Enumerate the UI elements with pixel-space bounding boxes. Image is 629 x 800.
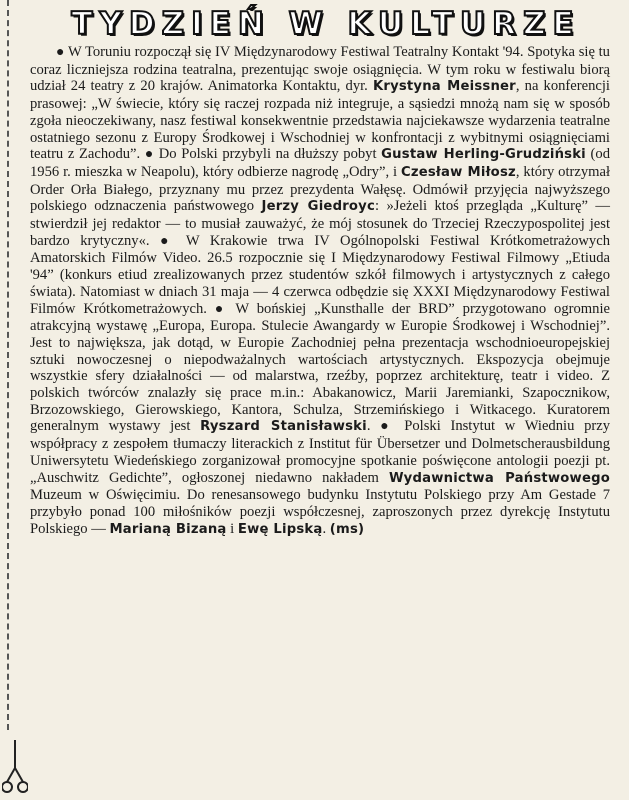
text-run: W Krakowie trwa IV Ogólnopolski Festiwal Krótkometrażowych Amatorskich Filmów Video. 26.5 rozpocznie się I Międzynarodowy Festiwal Filmowy „Etiuda '94” (konkurs etiud zrealizowanych przez studentów szkół filmowych i artystycznych z całego świata). Natomiast w dniach 31 maja — 4 czerwca odbędzie się XXXI Międzynarodowy Festiwal Filmów Krótkometrażowych. <box>30 232 610 317</box>
heading-text: TYDZIEŃ W KULTURZE <box>71 6 581 42</box>
bullet-icon: ● <box>160 233 186 249</box>
text-run: W Toruniu rozpoczął się IV Międzynarodowy Festiwal Teatralny Kontakt '94. Spotyka się tu coraz liczniejsza rodzina teatralna, prezentując swoje osiągnięcia. W tym roku w festiwalu biorą udział 24 teatry z 20 krajów. Animatorka Kontaktu, dyr. <box>30 44 610 95</box>
bullet-icon: ● <box>144 147 159 163</box>
bold-name: Ewę Lipską <box>237 521 323 537</box>
column-heading <box>46 4 606 44</box>
text-run: i <box>226 520 238 537</box>
bold-name: (ms) <box>329 521 365 537</box>
text-run: , który otrzymał Order Orła Białego, przyznany mu przez prezydenta Wałęsę. Odmówił przyjęcia najwyższego polskiego odznaczenia państwowego <box>30 163 611 215</box>
bold-name: Krystyna Meissner <box>372 79 516 95</box>
text-run: W bońskiej „Kunsthalle der BRD” przygotowano ogromnie atrakcyjną wystawę „Europa, Europa. Stulecie Awangardy w Europie Środkowej i Wschodniej”. Jest to największa, jak dotąd, w Europie Zachodniej pełna prezentacja wschodnioeuropejskiej sztuki nowoczesnej o niepodważalnych wartościach artystycznych. Ekspozycja obejmuje wszystkie sfery działalności — od malarstwa, rzeźby, poprzez architekturę, teatr i video. Z polskich twórców znalazły się prace m.in.: Abakanowicz, Marii Jaremianki, Szapocznikow, Brzozowskiego, Gierowskiego, Kantora, Schulza, Strzemińskiego i Witkacego. Kuratorem generalnym wystawy jest <box>30 300 610 435</box>
cut-line <box>7 0 9 730</box>
bold-name: Marianą Bizaną <box>109 521 227 537</box>
bullet-icon: ● <box>214 301 236 317</box>
scissors-icon <box>2 738 28 796</box>
bold-name: Wydawnictwa Państwowego <box>388 470 610 486</box>
text-run: Muzeum w Oświęcimiu. Do renesansowego budynku Instytutu Polskiego przy Am Gestade 7 przybyło ponad 100 miłośników poezji współczesnej, zaproszonych przez dyrekcję Instytutu Polskiego — <box>30 487 610 537</box>
text-run: . <box>322 520 330 537</box>
bold-name: Jerzy Giedroyc <box>261 199 375 215</box>
bullet-icon: ● <box>56 45 69 60</box>
bold-name: Ryszard Stanisławski <box>200 419 367 435</box>
text-run: , na konferencji prasowej: „W świecie, który się raczej rozpada niż integruje, a sąsiedzi mnożą nam się w sposób zgoła nieoczekiwany, nasz festiwal konsekwentnie przedstawia najciekawsze wydarzenia teatralne ostatniego sezonu z Europy Środkowej i Wschodniej w konfrontacji z wybitnymi osiągnięciami teatru z Zachodu”. <box>30 78 610 163</box>
bold-name: Czesław Miłosz <box>400 164 516 180</box>
text-run: : »Jeżeli ktoś przegląda „Kulturę” — stwierdził jej redaktor — to musiał zauważyć, że mój stosunek do Trzeciej Rzeczypospolitej jest bardzo krytyczny«. <box>30 198 610 249</box>
article-body <box>30 44 610 538</box>
text-run: Do Polski przybyli na dłuższy pobyt <box>158 146 382 163</box>
text-run: . <box>366 418 381 435</box>
text-run: Polski Instytut w Wiedniu przy współpracy z zespołem tłumaczy literackich z Institut für Übersetzer und Dolmetscherausbildung Uniwersytetu Wiedeńskiego zorganizował promocyjne spotkanie poświęcone antologii poezji pt. „Auschwitz Gedichte”, ogłoszonej niedawno nakładem <box>30 418 611 486</box>
bold-name: Gustaw Herling-Grudziński <box>381 147 586 163</box>
text-run: (od 1956 r. mieszka w Neapolu), który odbierze nagrodę „Odry”, i <box>30 146 610 180</box>
bullet-icon: ● <box>380 419 405 435</box>
